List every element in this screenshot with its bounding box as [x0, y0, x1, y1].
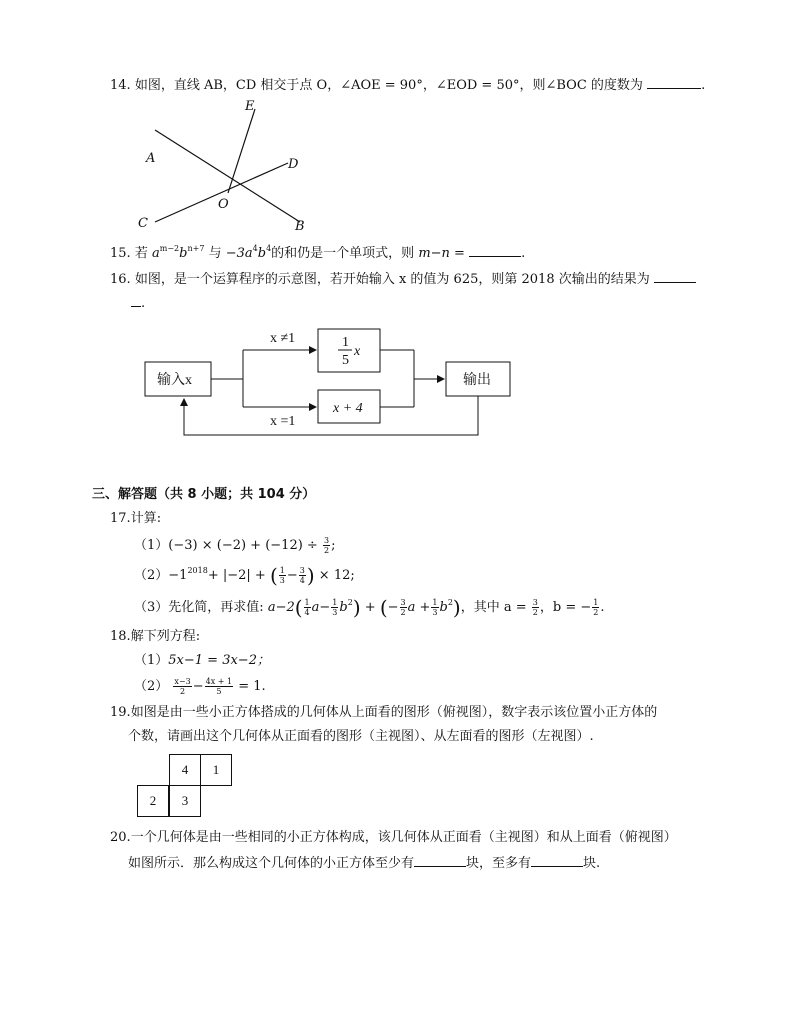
- question-title: 计算:: [130, 511, 162, 526]
- denominator: 2: [532, 608, 538, 617]
- label-e: E: [245, 99, 255, 114]
- fraction: [400, 598, 407, 617]
- flowchart: [140, 320, 520, 445]
- numerator: 3: [323, 536, 330, 545]
- op-top-num: 1: [342, 335, 349, 350]
- exponent: 2: [347, 598, 353, 607]
- math-expr: + |−2| +: [207, 568, 266, 583]
- fraction: [431, 598, 438, 617]
- fraction: [279, 566, 286, 585]
- punct: .: [521, 246, 526, 261]
- label-a: A: [146, 151, 156, 166]
- fraction: [331, 598, 338, 617]
- op-bottom: x + 4: [333, 401, 363, 416]
- operator: +: [364, 600, 376, 615]
- grid-cell: 1: [200, 754, 232, 786]
- label-b: B: [295, 219, 305, 234]
- math-var: a: [151, 246, 160, 261]
- question-text: 若: [134, 246, 148, 261]
- numerator: 1: [332, 598, 338, 607]
- punct: .: [141, 296, 146, 311]
- denominator: 3: [279, 576, 285, 585]
- exponent: m−2: [159, 244, 180, 253]
- math-var: b: [439, 600, 448, 615]
- section-title: 三、解答题（共 8 小题；共 104 分）: [92, 487, 316, 502]
- denominator: 2: [593, 608, 599, 617]
- punct: ;: [350, 568, 355, 583]
- math-var: b: [179, 246, 188, 261]
- question-text: 的和仍是一个单项式，则: [271, 246, 415, 261]
- math-expr: −1: [168, 568, 188, 583]
- label-o: O: [218, 197, 229, 212]
- fraction: [592, 598, 599, 617]
- fraction: [532, 598, 539, 617]
- denominator: 3: [332, 608, 338, 617]
- question-text: 如图所示．那么构成这个几何体的小正方体至少有: [128, 856, 415, 871]
- label-c: C: [138, 216, 148, 231]
- paren: (: [294, 595, 303, 620]
- operator: −: [192, 679, 204, 694]
- punct: .: [701, 78, 706, 93]
- question-text: 如图，直线 AB，CD 相交于点 O，∠AOE = 90°，∠EOD = 50°，则∠BOC 的度数为: [134, 78, 643, 93]
- operator: −: [387, 600, 399, 615]
- question-number: 15.: [110, 246, 131, 261]
- paren: (: [379, 595, 388, 620]
- op-top-var: x: [354, 344, 361, 359]
- label-d: D: [288, 157, 299, 172]
- math-expr: 5x−1 = 3x−2；: [168, 653, 270, 668]
- numerator: x−3: [174, 677, 191, 686]
- question-16: [110, 270, 696, 289]
- question-text: ，b = −: [539, 600, 592, 615]
- paren: ): [306, 563, 315, 588]
- part-label: （1）: [134, 653, 169, 668]
- question-text: 如图，是一个运算程序的示意图，若开始输入 x 的值为 625，则第 2018 次输出的结果为: [134, 272, 650, 287]
- part-label: （2）: [134, 568, 169, 583]
- condition-top: x ≠1: [270, 331, 296, 346]
- math-expr: a +: [407, 600, 431, 615]
- question-17: [110, 510, 161, 528]
- q17-part-1: [134, 536, 335, 555]
- question-text: 块，至多有: [466, 856, 532, 871]
- question-text: 如图是由一些小正方体搭成的几何体从上面看的图形（俯视图），数字表示该位置小正方体的: [130, 705, 658, 720]
- question-19: [110, 704, 657, 722]
- question-18: [110, 628, 200, 646]
- denominator: 2: [400, 608, 406, 617]
- denominator: 2: [323, 546, 330, 555]
- question-20-cont: [128, 854, 600, 873]
- question-19-cont: [128, 728, 594, 746]
- exponent: 2018: [187, 566, 208, 575]
- question-number: 17.: [110, 511, 131, 526]
- answer-blank-max[interactable]: [531, 854, 583, 867]
- numerator: 4x + 1: [205, 677, 233, 686]
- exponent: 4: [252, 244, 258, 253]
- fraction: [205, 677, 233, 696]
- numerator: 3: [532, 598, 538, 607]
- grid-cell: 4: [169, 754, 201, 786]
- numerator: 1: [279, 566, 285, 575]
- denominator: 4: [299, 576, 305, 585]
- denominator: 3: [432, 608, 438, 617]
- fraction: [323, 536, 330, 555]
- fraction: [299, 566, 306, 585]
- fraction: [304, 598, 311, 617]
- question-16-cont: [131, 294, 145, 313]
- part-label: （2）: [134, 679, 169, 694]
- input-label: 输入x: [157, 373, 192, 388]
- question-text: 个数，请画出这个几何体从正面看的图形（主视图）、从左面看的图形（左视图）.: [128, 729, 594, 744]
- exponent: 4: [266, 244, 272, 253]
- numerator: 3: [299, 566, 305, 575]
- punct: ;: [331, 538, 336, 553]
- question-number: 18.: [110, 629, 131, 644]
- math-expr: = 1.: [238, 679, 266, 694]
- math-term: −3a: [225, 246, 253, 261]
- exponent: n+7: [187, 244, 205, 253]
- op-top-den: 5: [342, 353, 349, 368]
- q17-part-2: $(2)-1^{2018}+ |-2|$ + ( $\frac{1}{3}$ − $\frac{3}{4}$ ) × 12;: [134, 563, 355, 588]
- answer-blank[interactable]: [647, 76, 701, 89]
- question-title: 解下列方程:: [130, 629, 201, 644]
- numerator: 1: [432, 598, 438, 607]
- question-number: 20.: [110, 830, 131, 845]
- q17-part-3: [134, 595, 605, 620]
- part-label: （3）: [134, 600, 169, 615]
- paren: ): [452, 595, 461, 620]
- question-20: [110, 829, 677, 847]
- fraction: [173, 677, 191, 696]
- math-expr: a−: [311, 600, 331, 615]
- question-15: [110, 244, 525, 263]
- question-text: 块.: [583, 856, 601, 871]
- numerator: 1: [304, 598, 310, 607]
- question-text: 一个几何体是由一些相同的小正方体构成，该几何体从正面看（主视图）和从上面看（俯视图）: [130, 830, 677, 845]
- question-number: 19.: [110, 705, 131, 720]
- question-number: 16.: [110, 272, 131, 287]
- numerator: 1: [593, 598, 599, 607]
- answer-blank-min[interactable]: [414, 854, 466, 867]
- grid-cell: 2: [137, 785, 169, 817]
- q18-part-2: [134, 677, 266, 696]
- answer-blank[interactable]: [654, 270, 696, 283]
- question-number: 14.: [110, 78, 131, 93]
- numerator: 3: [400, 598, 406, 607]
- exponent: 2: [447, 598, 453, 607]
- grid-cell: 3: [169, 785, 201, 817]
- part-label: （1）: [134, 538, 169, 553]
- paren: ): [352, 595, 361, 620]
- question-text: 与: [208, 246, 222, 261]
- output-label: 输出: [463, 373, 491, 388]
- paren: (: [269, 563, 278, 588]
- denominator: 2: [180, 687, 186, 696]
- denominator: 4: [304, 608, 310, 617]
- punct: .: [600, 600, 605, 615]
- condition-bottom: x =1: [270, 414, 296, 429]
- q18-part-1: [134, 652, 270, 670]
- question-14: [110, 76, 705, 95]
- math-expr: (−3) × (−2) + (−12) ÷: [168, 538, 318, 553]
- answer-blank[interactable]: [469, 244, 521, 257]
- answer-blank-cont[interactable]: [131, 294, 141, 307]
- angle-figure: [130, 95, 320, 235]
- math-var: b: [257, 246, 267, 261]
- question-text: 先化简，再求值:: [168, 600, 264, 615]
- math-var: b: [339, 600, 348, 615]
- math-expr: a−2: [267, 600, 295, 615]
- ray-oe: [228, 109, 255, 193]
- math-expr: m−n =: [418, 246, 465, 261]
- math-expr: × 12: [318, 568, 351, 583]
- denominator: 5: [216, 687, 222, 696]
- question-text: ，其中 a =: [460, 600, 527, 615]
